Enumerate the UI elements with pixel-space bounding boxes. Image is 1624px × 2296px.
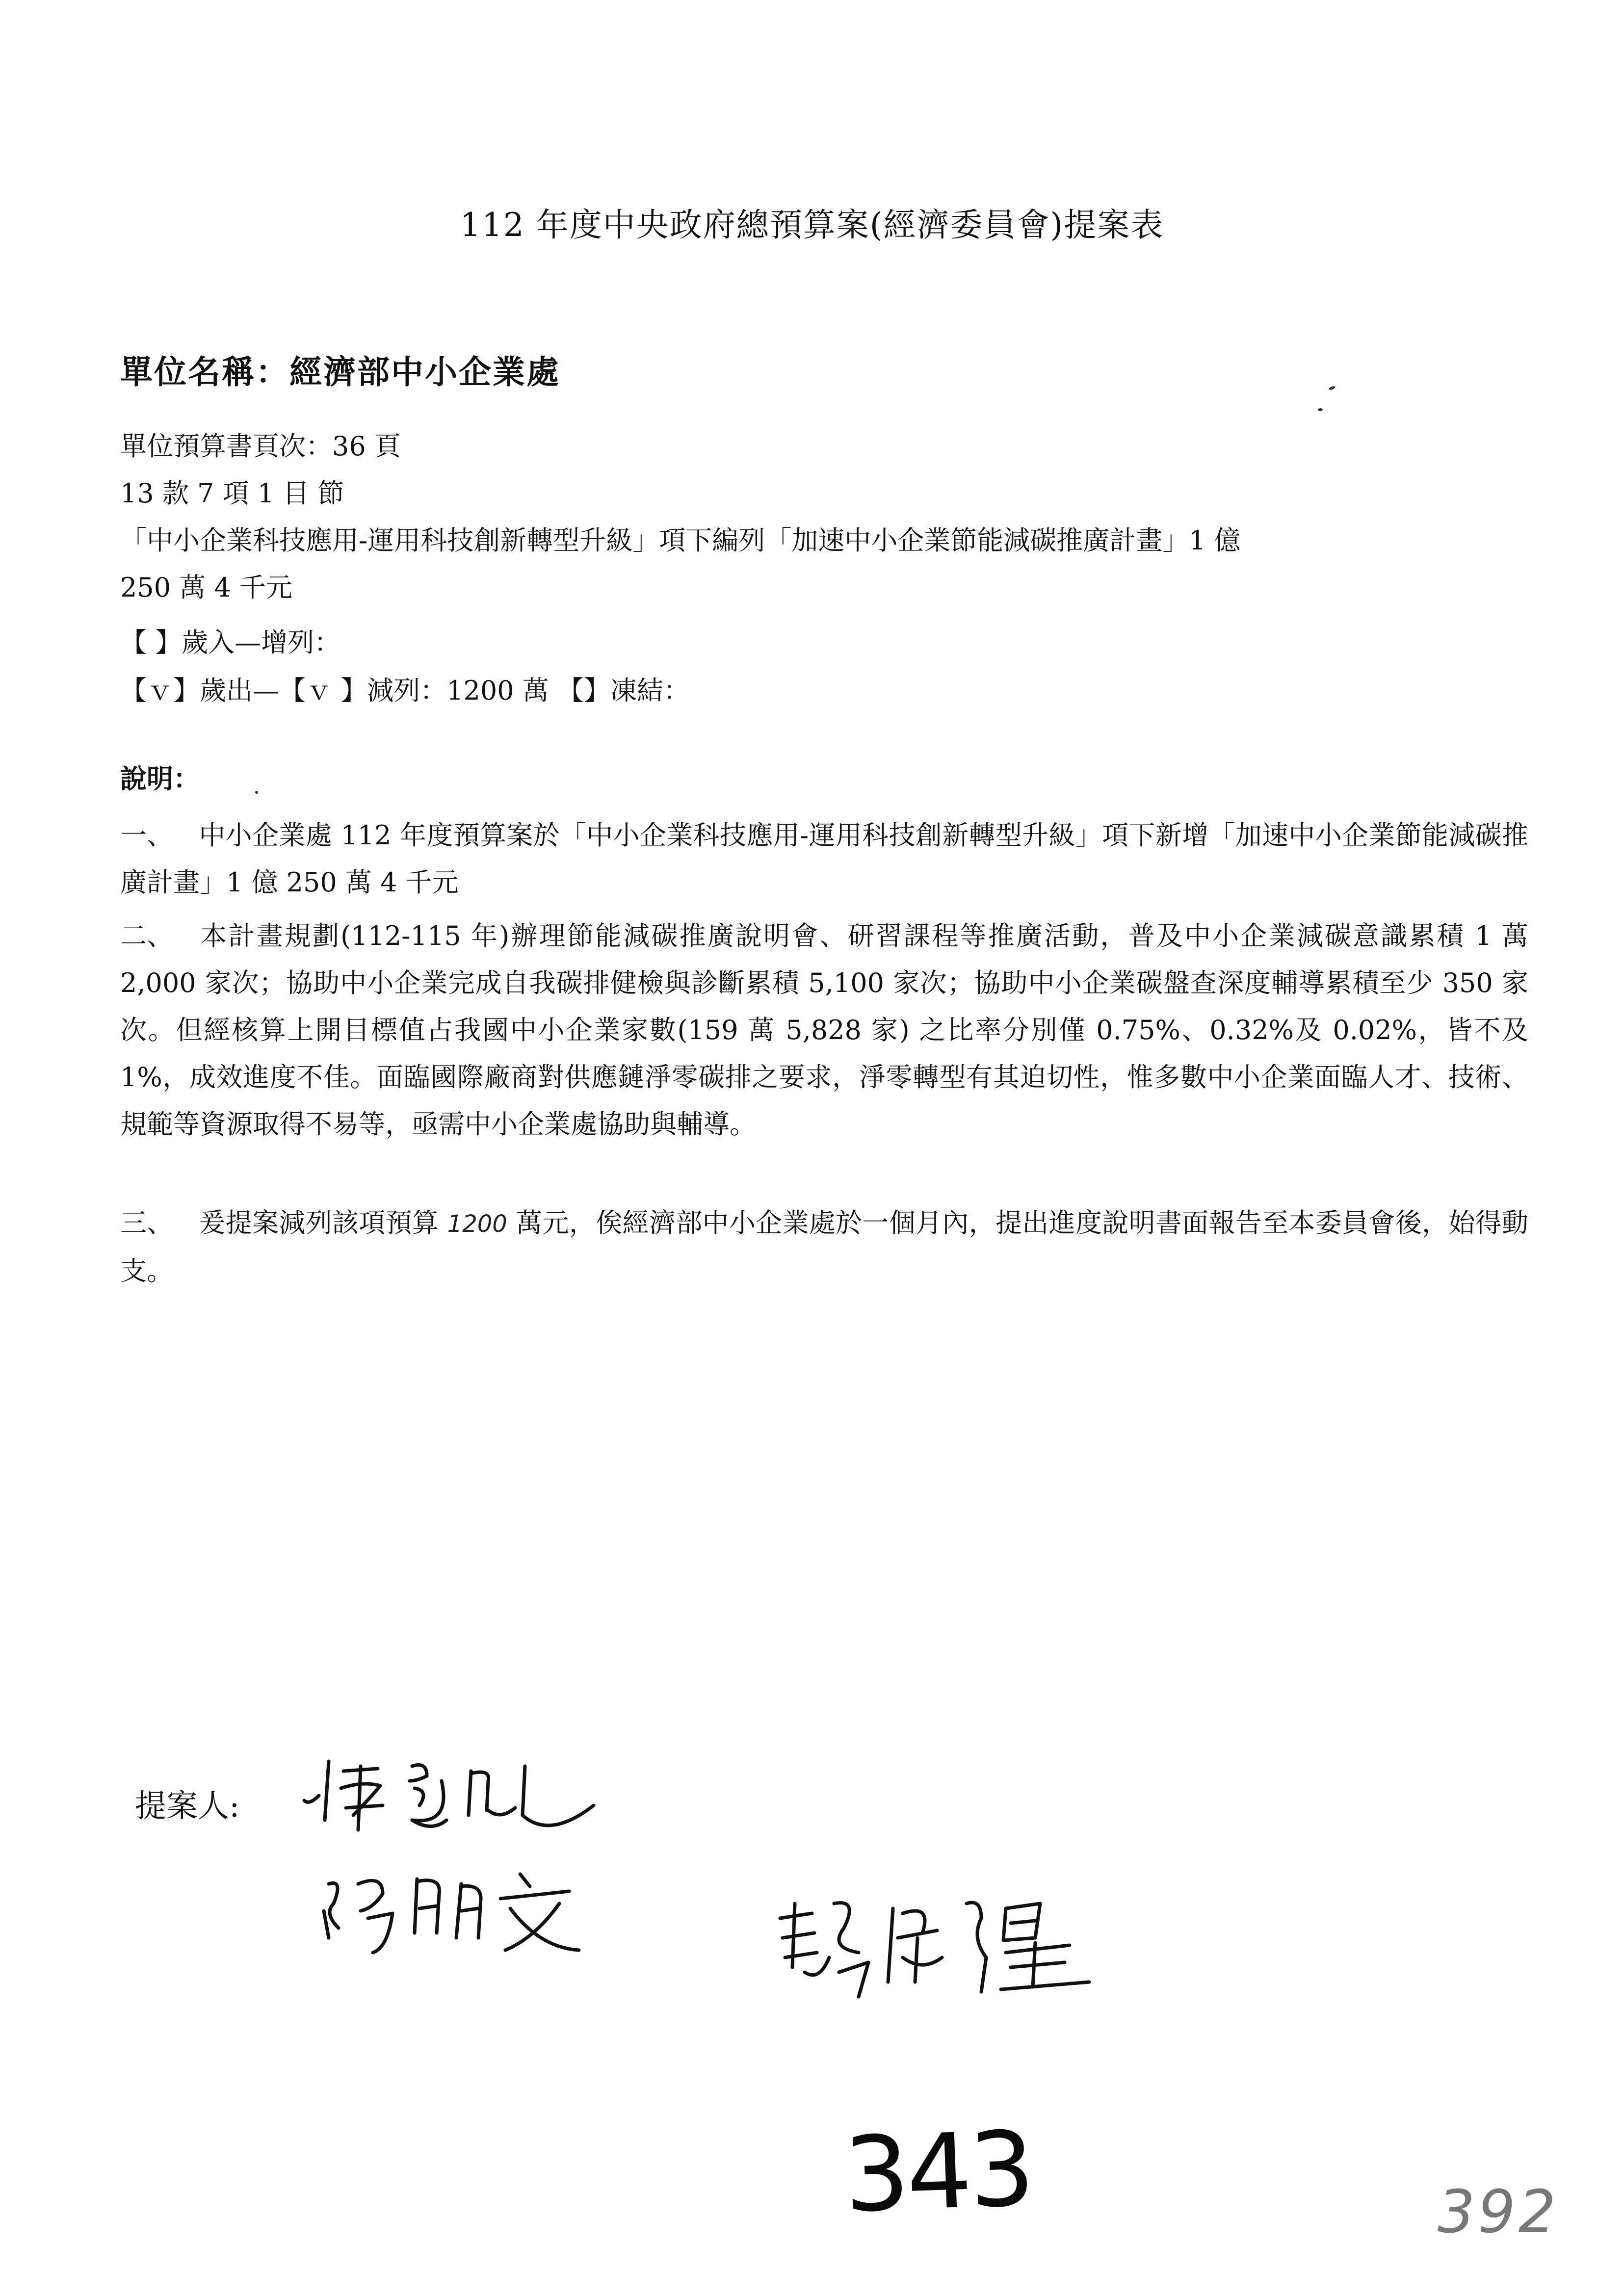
signature-3: [775, 1884, 1119, 2002]
item-number: 一、: [120, 820, 173, 851]
item-text-before: 爰提案減列該項預算: [199, 1207, 439, 1238]
signature-1: [294, 1747, 599, 1845]
explanation-item-1: [120, 812, 1528, 906]
handwritten-amount: 1200: [447, 1210, 507, 1238]
revenue-line: 【 】歲入—增列：: [120, 627, 341, 658]
sheet-number: 392: [1438, 2178, 1559, 2246]
item-text: 本計畫規劃(112-115 年)辦理節能減碳推廣說明會、研習課程等推廣活動，普及中小企業減碳意識累積 1 萬 2,000 家次；協助中小企業完成自我碳排健檢與診斷累積 5,100 家次；協助中小企業碳盤查深度輔導累積至少 350 家次。但經核算上開目標值占我國中小企業家數(159 萬 5,828 家) 之比率分別僅 0.75%、0.32%及 0.02%，皆不及 1%，成效進度不佳。面臨國際廠商對供應鏈淨零碳排之要求，淨零轉型有其迫切性，惟多數中小企業面臨人才、技術、規範等資源取得不易等，亟需中小企業處協助與輔導。: [120, 920, 1528, 1140]
signature-2: [314, 1864, 589, 1957]
scan-mark: [255, 791, 258, 794]
budget-item-line-1: 「中小企業科技應用-運用科技創新轉型升級」項下編列「加速中小企業節能減碳推廣計畫」1 億: [120, 525, 1241, 556]
explanation-heading: 說明：: [120, 763, 200, 794]
budget-code-line: 13 款 7 項 1 目 節: [120, 478, 344, 509]
page-number: 343: [841, 2109, 1034, 2236]
budget-page-line: 單位預算書頁次：36 頁: [120, 431, 401, 462]
unit-name: 單位名稱：經濟部中小企業處: [120, 353, 560, 391]
expense-line: 【ｖ】歲出—【ｖ 】減列：1200 萬 【】凍結：: [120, 675, 690, 706]
item-text: 中小企業處 112 年度預算案於「中小企業科技應用-運用科技創新轉型升級」項下新增「加速中小企業節能減碳推廣計畫」1 億 250 萬 4 千元: [120, 820, 1528, 898]
document-title: 112 年度中央政府總預算案(經濟委員會)提案表: [460, 206, 1164, 244]
item-text-after: 萬元，俟經濟部中小企業處於一個月內，提出進度說明書面報告至本委員會後，始得動支。: [120, 1207, 1528, 1286]
item-number: 二、: [120, 920, 173, 951]
scan-mark: [1318, 408, 1323, 411]
explanation-item-3: [120, 1200, 1528, 1295]
item-number: 三、: [120, 1207, 173, 1238]
budget-item-line-2: 250 萬 4 千元: [120, 572, 292, 603]
proposer-label: 提案人:: [135, 1788, 240, 1825]
explanation-item-2: [120, 913, 1528, 1148]
scan-mark: [1328, 386, 1336, 391]
